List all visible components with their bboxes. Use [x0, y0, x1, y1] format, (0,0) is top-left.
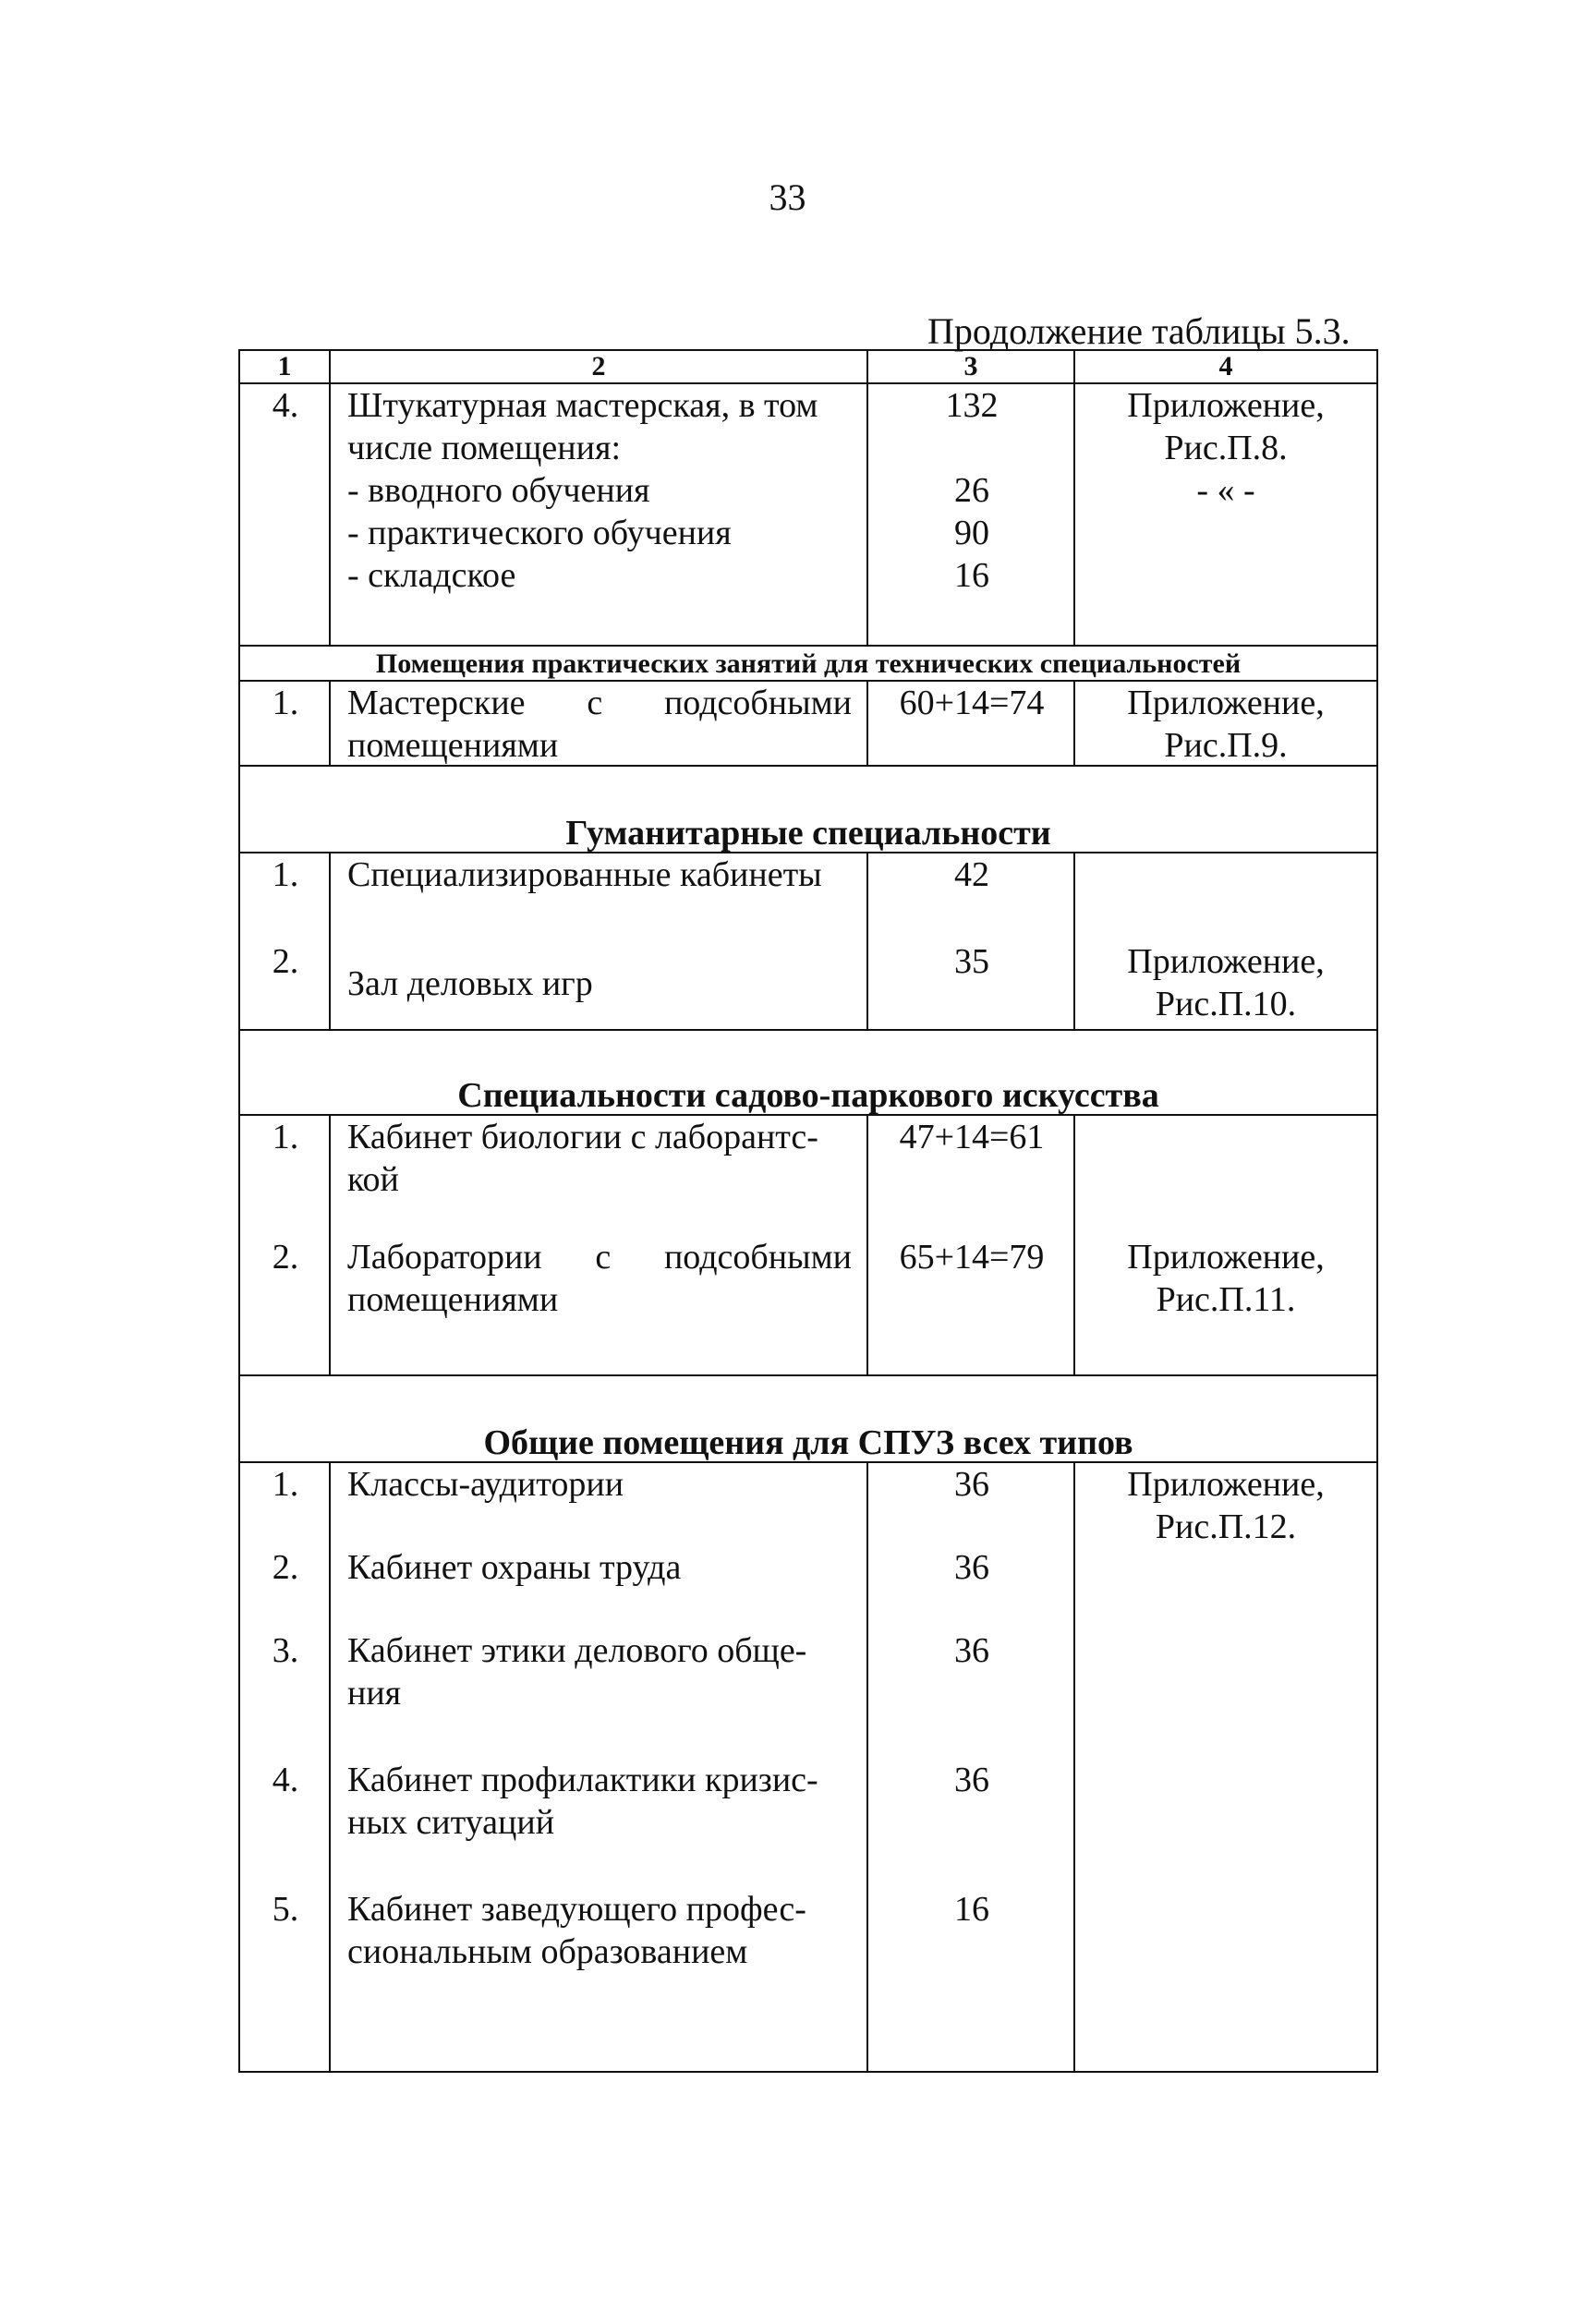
header-col-1: 1	[240, 351, 331, 382]
section-heading-garden	[240, 1031, 1376, 1116]
row-description-line: - вводного обучения	[347, 471, 650, 510]
row-number: 1.	[272, 1118, 299, 1156]
row-description-line: помещениями	[347, 1280, 559, 1319]
row-description-line: Кабинет профилактики кризис-	[347, 1761, 818, 1799]
row-number: 5.	[272, 1890, 299, 1929]
section-heading-humanities	[240, 767, 1376, 853]
row-description-line: Кабинет заведующего профес-	[347, 1890, 806, 1929]
header-col-3: 3	[868, 351, 1075, 382]
row-number: 2.	[272, 942, 299, 981]
section-title: Специальности садово-паркового искусства	[457, 1076, 1159, 1115]
row-description-line: - складское	[347, 556, 516, 595]
row-description-line: Кабинет этики делового обще-	[347, 1631, 807, 1670]
row-area-value: 16	[954, 556, 989, 595]
row-description-line: Кабинет охраны труда	[347, 1548, 682, 1587]
row-area-value: 60+14=74	[899, 684, 1045, 722]
row-reference: Рис.П.11.	[1156, 1280, 1296, 1319]
row-description-line: Кабинет биологии с лаборантс-	[347, 1118, 818, 1156]
row-description-line: ных ситуаций	[347, 1803, 555, 1842]
rooms-table	[238, 349, 1378, 2073]
header-col-4: 4	[1218, 351, 1233, 381]
section-heading-technical	[240, 647, 1376, 682]
row-area-value: 65+14=79	[899, 1238, 1045, 1277]
section-heading-common	[240, 1376, 1376, 1463]
row-area-value: 36	[954, 1631, 989, 1670]
section-title: Гуманитарные специальности	[565, 814, 1051, 853]
row-area-value: 90	[954, 514, 989, 552]
row-number: 3.	[272, 1631, 299, 1670]
row-reference: Рис.П.9.	[1164, 726, 1288, 765]
row-description-line: сиональным образованием	[347, 1932, 748, 1971]
table-row-garden	[240, 1116, 1376, 1376]
row-number: 4.	[272, 1761, 299, 1799]
row-area-value: 42	[954, 855, 989, 894]
row-description-line: - практического обучения	[347, 514, 732, 552]
table-row-common	[240, 1463, 1376, 2071]
table-continuation-caption: Продолжение таблицы 5.3.	[927, 310, 1351, 352]
row-area-value: 16	[954, 1890, 989, 1929]
row-description-line: ния	[347, 1674, 402, 1713]
row-reference: Приложение,	[1127, 1238, 1325, 1277]
row-number: 1.	[272, 684, 299, 722]
row-description-line: Зал деловых игр	[347, 964, 593, 1003]
row-description-line: Специализированные кабинеты	[347, 855, 822, 894]
row-area-value: 36	[954, 1465, 989, 1504]
section-title: Помещения практических занятий для технических специальностей	[375, 648, 1242, 679]
row-reference: Приложение,	[1127, 684, 1325, 722]
row-description-line: помещениями	[347, 726, 559, 765]
row-number: 1.	[272, 1465, 299, 1504]
row-area-value: 26	[954, 471, 989, 510]
row-description-line: числе помещения:	[347, 429, 622, 467]
row-reference: Рис.П.8.	[1164, 429, 1288, 467]
row-reference: Рис.П.12.	[1155, 1507, 1297, 1546]
row-area-value: 35	[954, 942, 989, 981]
header-col-2: 2	[331, 351, 868, 382]
row-area-value: 36	[954, 1761, 989, 1799]
row-description-line: Лаборатории с подсобными	[347, 1238, 852, 1277]
row-area-value: 132	[945, 386, 999, 425]
table-row-workshops	[240, 682, 1376, 767]
row-reference: Приложение,	[1127, 942, 1325, 981]
page-number: 33	[769, 176, 806, 218]
row-number: 1.	[272, 855, 299, 894]
row-description-line: Классы-аудитории	[347, 1465, 624, 1504]
row-reference: - « -	[1196, 471, 1255, 510]
table-row-humanities	[240, 853, 1376, 1031]
row-description-line: Штукатурная мастерская, в том	[347, 386, 818, 425]
row-reference: Приложение,	[1127, 1465, 1325, 1504]
row-description-line: кой	[347, 1160, 399, 1199]
row-reference: Приложение,	[1127, 386, 1325, 425]
row-number: 4.	[272, 386, 299, 425]
table-header-row	[240, 351, 1376, 384]
row-number: 2.	[272, 1548, 299, 1587]
section-title: Общие помещения для СПУЗ всех типов	[483, 1423, 1133, 1462]
row-area-value: 47+14=61	[899, 1118, 1045, 1156]
row-number: 2.	[272, 1238, 299, 1277]
row-area-value: 36	[954, 1548, 989, 1587]
table-row-plaster-workshop	[240, 384, 1376, 647]
row-description-line: Мастерские с подсобными	[347, 684, 852, 722]
row-reference: Рис.П.10.	[1155, 985, 1297, 1023]
